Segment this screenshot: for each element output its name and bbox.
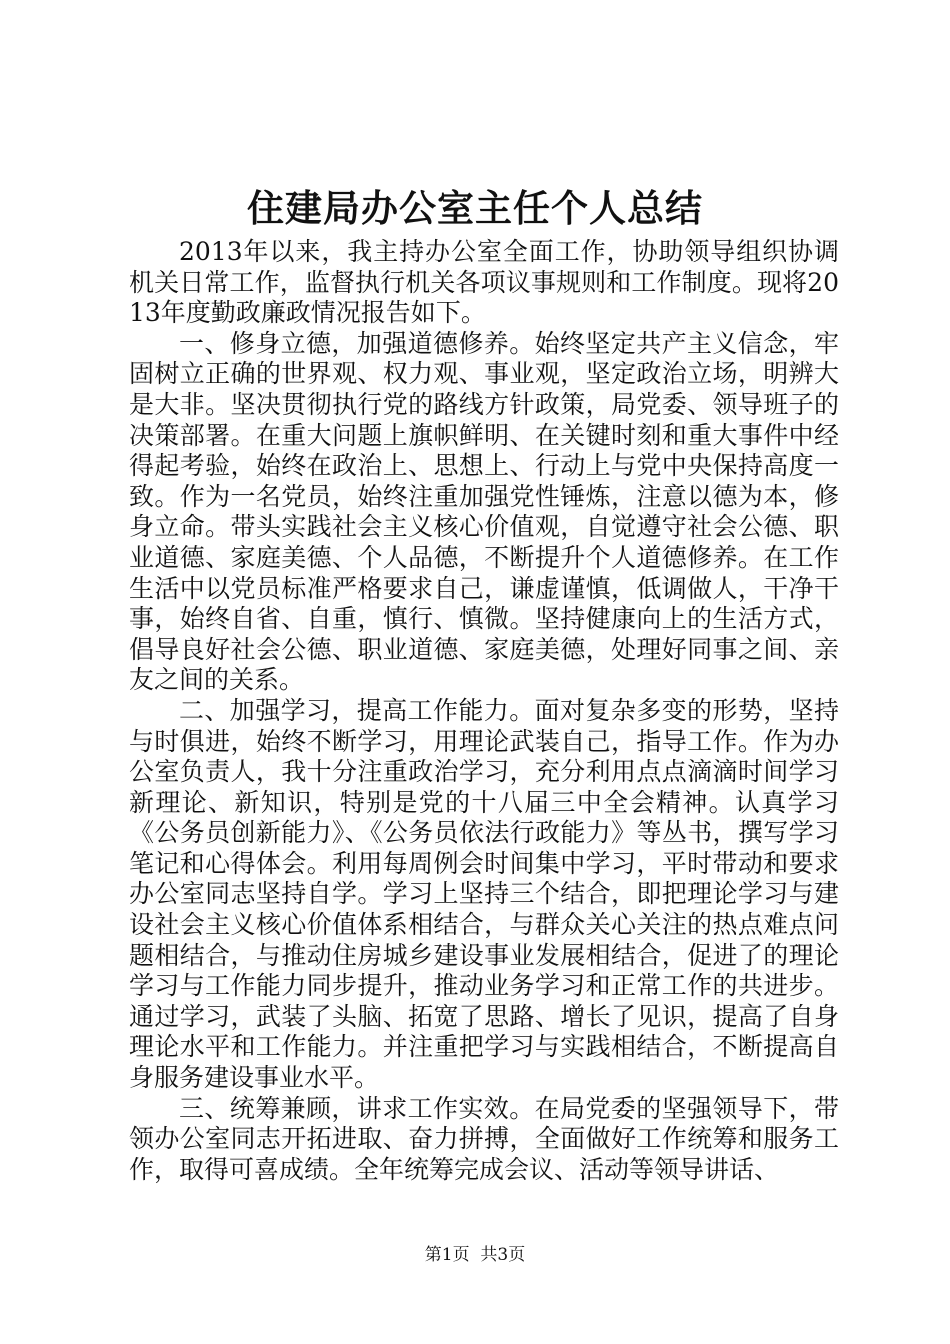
document-body [129,237,839,1185]
paragraph-section-1: 一、修身立德，加强道德修养。始终坚定共产主义信念，牢固树立正确的世界观、权力观、事业观，坚定政治立场，明辨大是大非。坚决贯彻执行党的路线方针政策，局党委、领导班子的决策部署。在重大问题上旗帜鲜明、在关键时刻和重大事件中经得起考验，始终在政治上、思想上、行动上与党中央保持高度一致。作为一名党员，始终注重加强党性锤炼，注意以德为本，修身立命。带头实践社会主义核心价值观，自觉遵守社会公德、职业道德、家庭美德、个人品德，不断提升个人道德修养。在工作生活中以党员标准严格要求自己，谦虚谨慎，低调做人，干净干事，始终自省、自重，慎行、慎微。坚持健康向上的生活方式，倡导良好社会公德、职业道德、家庭美德，处理好同事之间、亲友之间的关系。 [129,328,839,695]
paragraph-section-2: 二、加强学习，提高工作能力。面对复杂多变的形势，坚持与时俱进，始终不断学习，用理论武装自己，指导工作。作为办公室负责人，我十分注重政治学习，充分利用点点滴滴时间学习新理论、新知识，特别是党的十八届三中全会精神。认真学习《公务员创新能力》、《公务员依法行政能力》等丛书，撰写学习笔记和心得体会。利用每周例会时间集中学习，平时带动和要求办公室同志坚持自学。学习上坚持三个结合，即把理论学习与建设社会主义核心价值体系相结合，与群众关心关注的热点难点问题相结合，与推动住房城乡建设事业发展相结合，促进了的理论学习与工作能力同步提升，推动业务学习和正常工作的共进步。通过学习，武装了头脑、拓宽了思路、增长了见识，提高了自身理论水平和工作能力。并注重把学习与实践相结合，不断提高自身服务建设事业水平。 [129,695,839,1093]
paragraph-intro: 2013年以来，我主持办公室全面工作，协助领导组织协调机关日常工作，监督执行机关各项议事规则和工作制度。现将2013年度勤政廉政情况报告如下。 [129,237,839,328]
paragraph-section-3: 三、统筹兼顾，讲求工作实效。在局党委的坚强领导下，带领办公室同志开拓进取、奋力拼搏，全面做好工作统筹和服务工作，取得可喜成绩。全年统筹完成会议、活动等领导讲话、 [129,1093,839,1184]
page-footer: 第1页 共3页 [424,1245,526,1265]
document-title: 住建局办公室主任个人总结 [247,186,703,230]
